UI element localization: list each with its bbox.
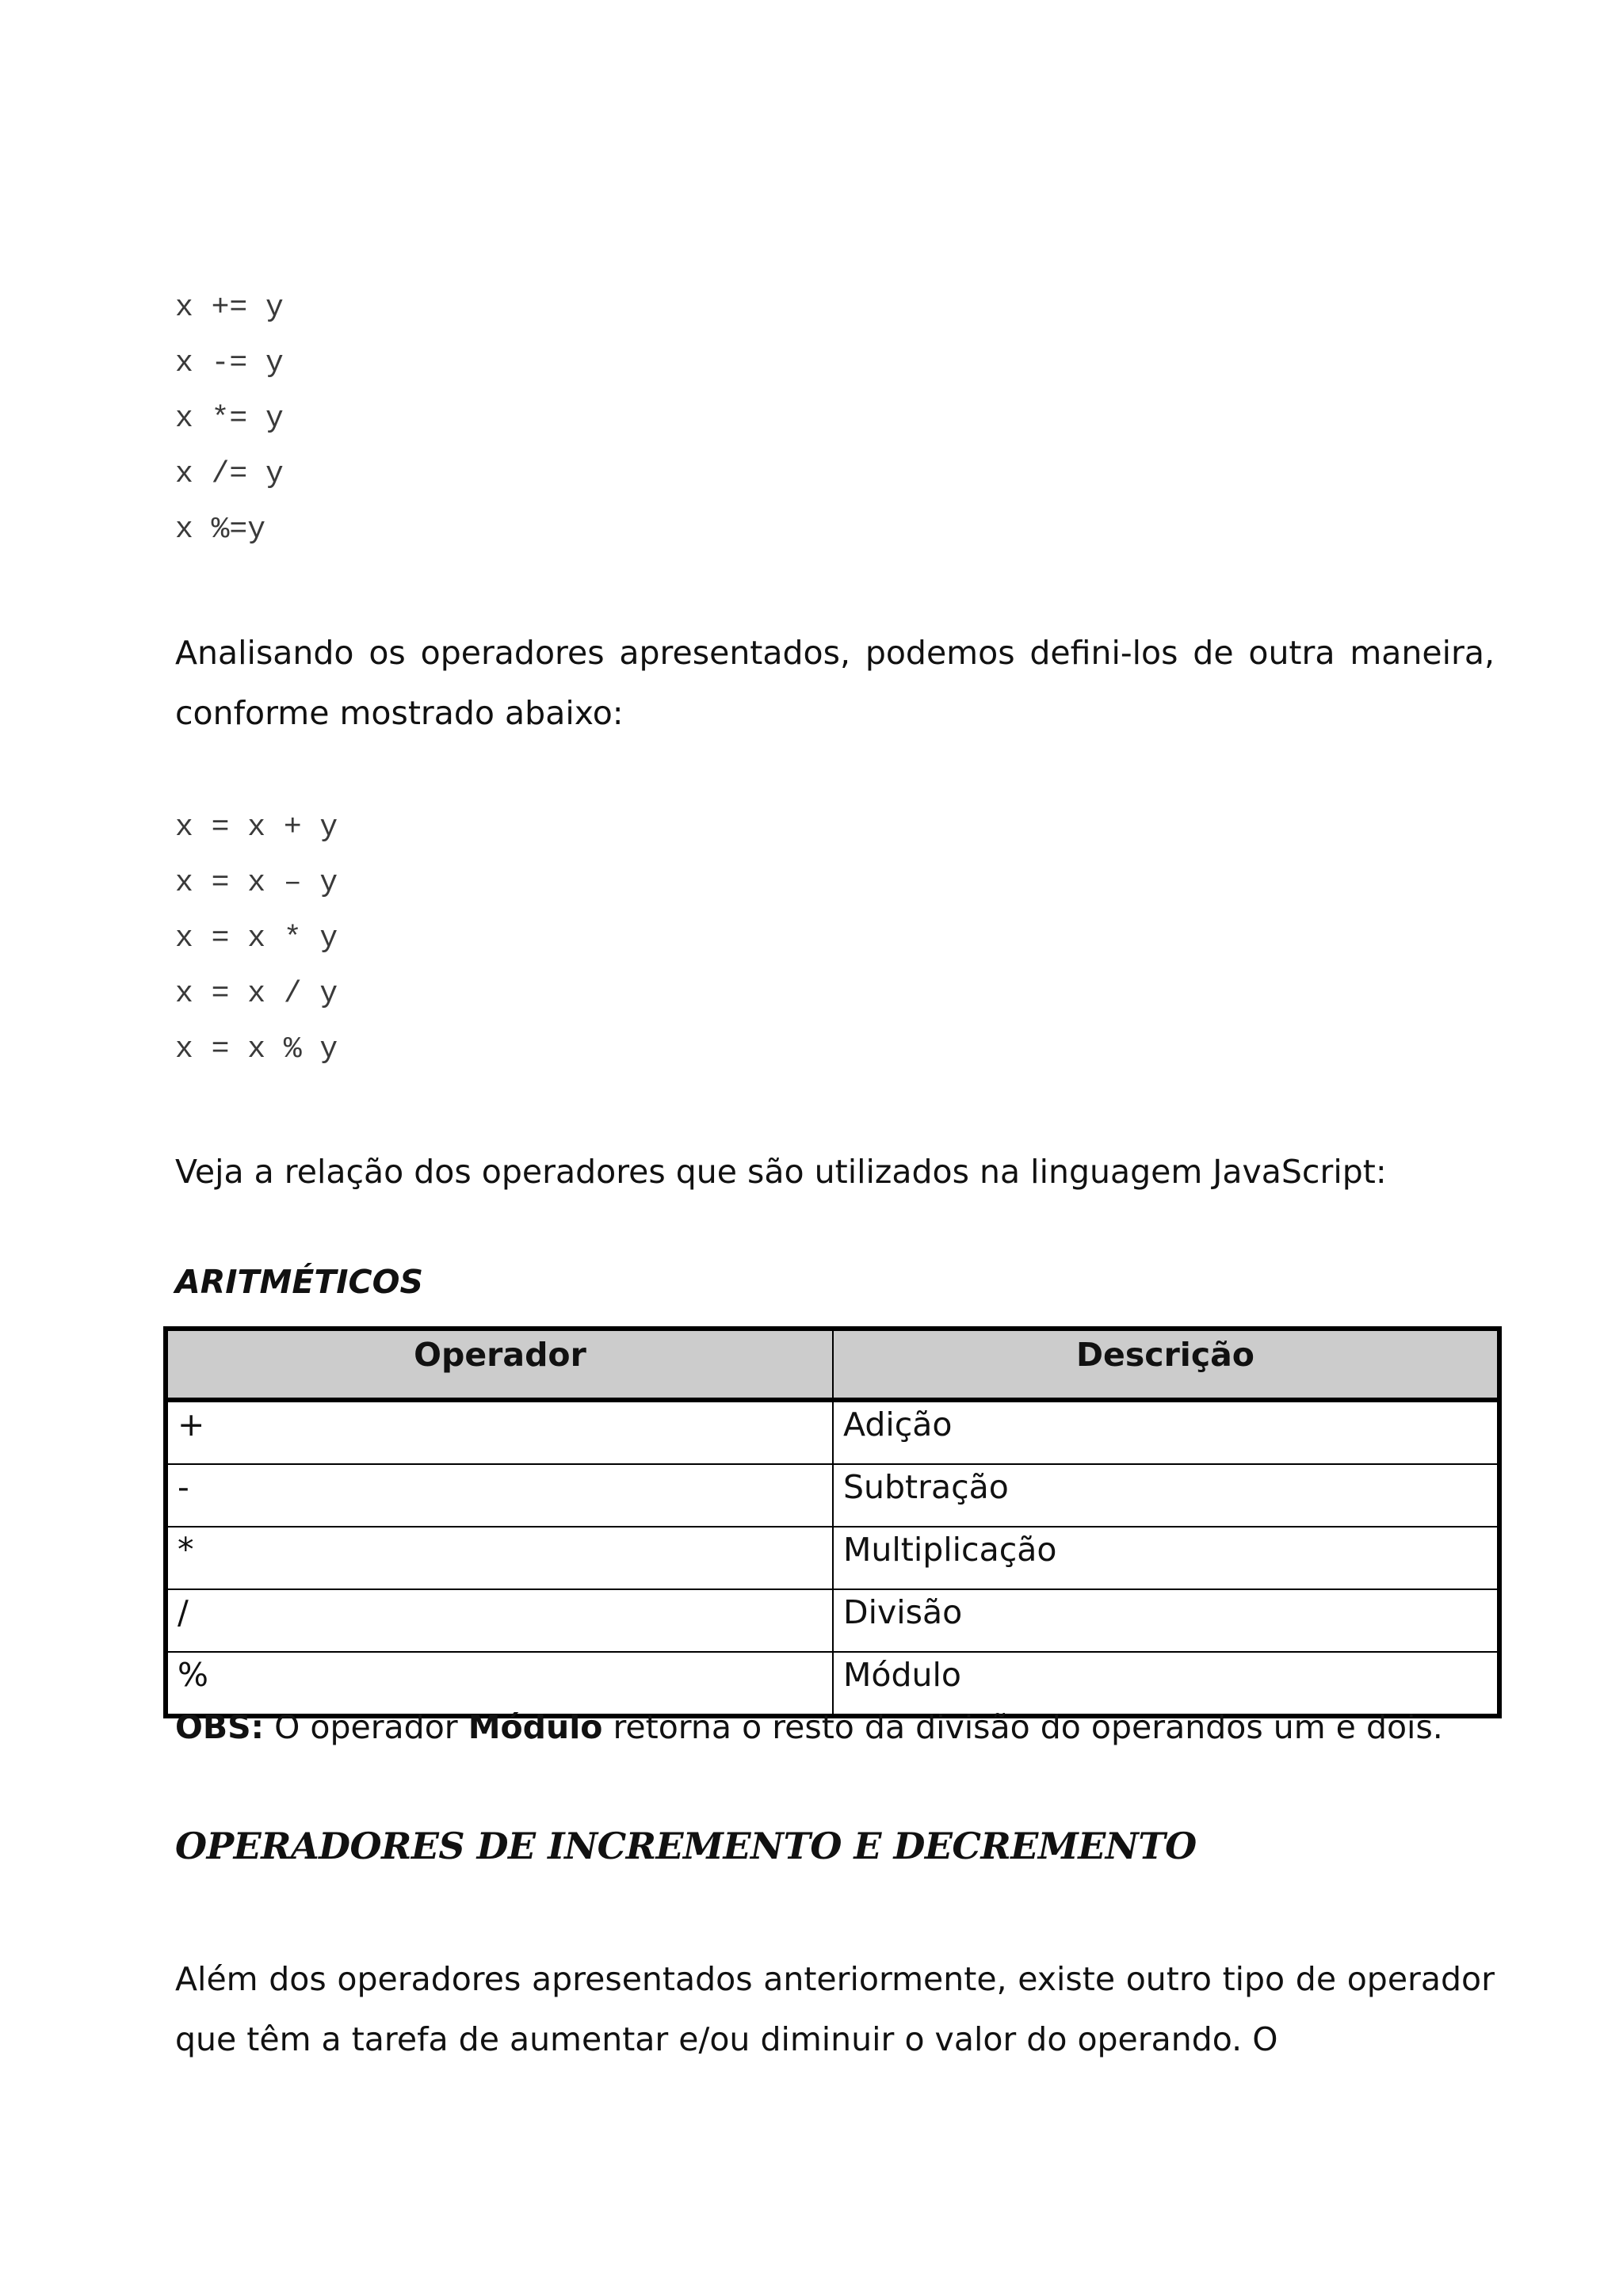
code-block-compound-assignment <box>175 280 284 558</box>
column-header-operator: Operador <box>166 1329 833 1400</box>
table-row <box>166 1400 1499 1464</box>
code-block-expanded-assignment <box>175 800 338 1077</box>
paragraph-operators-intro: Veja a relação dos operadores que são utilizados na linguagem JavaScript: <box>175 1153 1387 1191</box>
code-line: x %=y <box>175 513 266 547</box>
description-cell: Módulo <box>833 1652 1499 1716</box>
operator-cell: / <box>166 1589 833 1652</box>
code-line: x += y <box>175 291 284 325</box>
note-bold-term: Módulo <box>468 1708 603 1746</box>
operator-cell: - <box>166 1464 833 1527</box>
paragraph-analysis: Analisando os operadores apresentados, podemos defini-los de outra maneira, conforme mostrado abaixo: <box>175 634 1495 732</box>
table-header-row <box>166 1329 1499 1400</box>
section-title-increment-decrement: OPERADORES DE INCREMENTO E DECREMENTO <box>175 1825 1197 1867</box>
description-cell: Adição <box>833 1400 1499 1464</box>
table-row <box>166 1589 1499 1652</box>
code-line: x -= y <box>175 346 284 380</box>
code-line: x /= y <box>175 457 284 491</box>
note-text-after: retorna o resto da divisão do operandos um e dois. <box>602 1708 1443 1746</box>
operators-table <box>163 1326 1502 1718</box>
code-line: x = x / y <box>175 977 338 1011</box>
description-cell: Divisão <box>833 1589 1499 1652</box>
description-cell: Multiplicação <box>833 1527 1499 1589</box>
description-cell: Subtração <box>833 1464 1499 1527</box>
code-line: x = x + y <box>175 810 338 845</box>
operator-cell: * <box>166 1527 833 1589</box>
note-label: OBS: <box>175 1708 265 1746</box>
code-line: x *= y <box>175 402 284 436</box>
table-row <box>166 1464 1499 1527</box>
operator-cell: + <box>166 1400 833 1464</box>
table-row <box>166 1527 1499 1589</box>
note-text-before: O operador <box>264 1708 468 1746</box>
code-line: x = x * y <box>175 921 338 955</box>
code-line: x = x – y <box>175 866 338 900</box>
paragraph-increment-intro: Além dos operadores apresentados anteriormente, existe outro tipo de operador que têm a tarefa de aumentar e/ou diminuir o valor do operando. O <box>175 1960 1495 2058</box>
section-title-arithmetic: ARITMÉTICOS <box>175 1263 424 1301</box>
modulo-note <box>175 1705 1443 1749</box>
operator-cell: % <box>166 1652 833 1716</box>
code-line: x = x % y <box>175 1032 338 1066</box>
column-header-description: Descrição <box>833 1329 1499 1400</box>
